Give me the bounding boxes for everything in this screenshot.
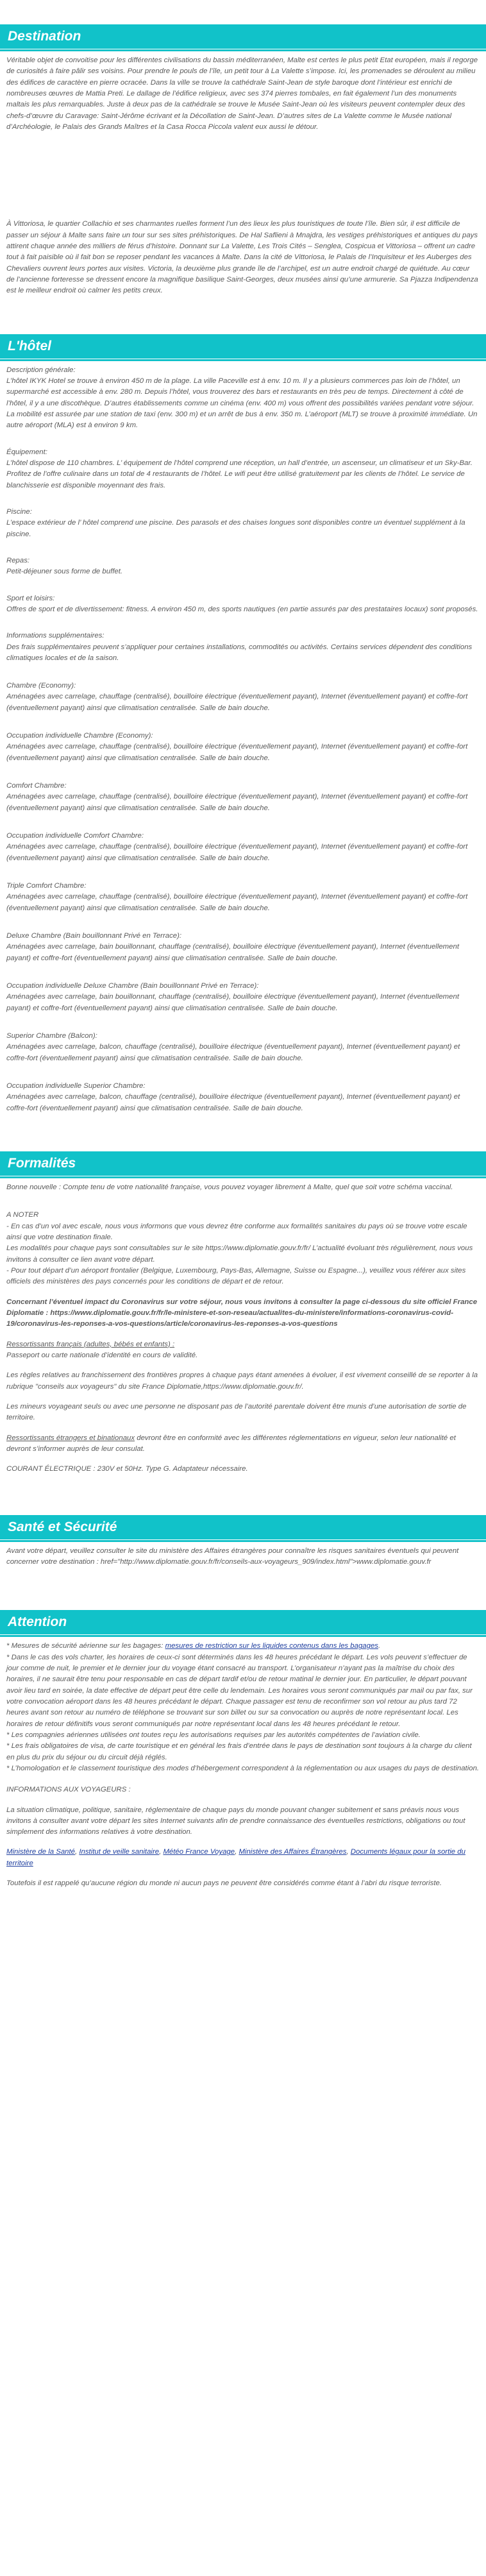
hotel-meals-label: Repas: [6, 556, 30, 564]
link-veille-sanitaire[interactable]: Institut de veille sanitaire [79, 1848, 160, 1856]
destination-paragraph-1: Véritable objet de convoitise pour les différentes civilisations du bassin méditerranéen, Malte est certes le plus petit Etat européen, mais il regorge de curiosités à faire pâlir ses voisins. Pour prendre le pouls de l’île, un petit tour à La Valette s’impose. Ici, les promenades se déroulent au milieu des édifices de caractère en pierre ocracée. Dans la ville se trouve la cathédrale Saint-Jean de style baroque dont l’intérieur est enrichi de nombreuses œuvres de Mattia Preti. Le dallage de l’édifice religieux, avec ses 374 pierres tombales, en fait également l’un des monuments maltais les plus remarquables. Juste à deux pas de la cathédrale se trouve le Musée Saint-Jean où les visiteurs peuvent contempler deux des chefs-d’œuvre du Caravage: Saint-Jérôme écrivant et la Décollation de Saint-Jean. D’autres sites de La Valette comme le Musée national d’Archéologie, le Palais des Grands Maîtres et la Casa Rocca Piccola valent eux aussi le détour. [6, 56, 478, 131]
attention-line-1-end: . [378, 1642, 381, 1650]
destination-title: Destination [8, 29, 81, 44]
formalites-note-1: - En cas d’un vol avec escale, nous vous informons que vous devrez être conforme aux formalités sanitaires du pays où se trouve votre escale ainsi que votre destination finale. [6, 1222, 467, 1241]
destination-content [0, 53, 486, 311]
attention-line-4: * Les frais obligatoires de visa, de carte touristique et en général les frais d’entrée dans le pays de destination sont toujours à la charge du client en plus du prix du séjour ou du circuit déjà réglés. [6, 1742, 472, 1761]
liquids-restriction-link[interactable]: mesures de restriction sur les liquides contenus dans les bagages [165, 1642, 378, 1650]
attention-content [0, 1638, 486, 1903]
room-text: Aménagées avec carrelage, chauffage (centralisé), bouilloire électrique (éventuellement payant), Internet (éventuellement payant) et coffre-fort (éventuellement payant) ainsi que climatisation centralisée. Salle de bain douche. [6, 743, 468, 762]
sante-content [0, 1543, 486, 1582]
link-documents-legaux[interactable]: Documents légaux pour la sortie du territoire [6, 1848, 465, 1867]
formalites-foreign-text: devront être en conformité avec les différentes réglementations en vigueur, selon leur nationalité et devront s’informer auprès de leur consulat. [6, 1434, 456, 1453]
hotel-equip-label: Équipement: [6, 448, 47, 456]
sante-header [0, 1515, 486, 1539]
sante-text: Avant votre départ, veuillez consulter le site du ministère des Affaires étrangères pour connaître les risques sanitaires éventuels qui peuvent concerner votre destination : href="http://www.diplomatie.gouv.fr/fr/conseils-aux-voyageurs_909/index.html">www.diplomatie.gouv.fr [6, 1546, 459, 1566]
room-text: Aménagées avec carrelage, chauffage (centralisé), bouilloire électrique (éventuellement payant), Internet (éventuellement payant) et coffre-fort (éventuellement payant) ainsi que climatisation centralisée. Salle de bain douche. [6, 793, 468, 812]
room-text: Aménagées avec carrelage, bain bouillonnant, chauffage (centralisé), bouilloire électrique (éventuellement payant), Internet (éventuellement payant) et coffre-fort (éventuellement payant) ainsi que climatisation centralisée. Salle de bain douche. [6, 943, 460, 962]
room-text: Aménagées avec carrelage, balcon, chauffage (centralisé), bouilloire électrique (éventuellement payant), Internet (éventuellement payant) et coffre-fort (éventuellement payant) ainsi que climatisation centralisée. Salle de bain douche. [6, 1093, 460, 1112]
formalites-content [0, 1180, 486, 1489]
hotel-content [0, 362, 486, 1128]
formalites-covid-block: Concernant l’éventuel impact du Coronavirus sur votre séjour, nous vous invitons à consulter la page ci-dessous du site officiel France Diplomatie : https://www.diplomatie.gouv.fr/fr/le-ministere-et-son-reseau/actualites-du-ministere/informations-coronavirus-covid-19/coronavirus-les-reponses-a-vos-questions/article/coronavirus-les-reponses-a-vos-questions [6, 1298, 478, 1328]
attention-line-5: * L’homologation et le classement touristique des modes d’hébergement correspondent à la réglementation ou aux usages du pays de destination. [6, 1764, 480, 1772]
hotel-title: L'hôtel [8, 338, 51, 353]
formalites-intro: Bonne nouvelle : Compte tenu de votre nationalité française, vous pouvez voyager librement à Malte, quel que soit votre schéma vaccinal. [6, 1183, 453, 1192]
sante-section [0, 1515, 486, 1582]
attention-line-2: * Dans le cas des vols charter, les horaires de ceux-ci sont déterminés dans les 48 heures précédant le départ. Les vols peuvent s’effectuer de jour comme de nuit, le premier et le dernier jour du voyage étant consacré au transport. L’organisateur n’ayant pas la maîtrise du choix des horaires, il ne saurait être tenu pour responsable en cas de départ tardif et/ou de retour matinal le dernier jour. En particulier, le départ pouvant avoir lieu tard en soirée, la date effective de départ peut être celle du lendemain. Les horaires vous seront communiqués par mail ou par fax, sur votre convocation aéroport dans les 48 heures précédant le départ. Chaque passager est tenu de reconfirmer son vol retour au plus tard 72 heures avant son retour au numéro de téléphone se trouvant sur son billet ou sur sa convocation ou auprès de notre représentant local. Les horaires de retour définitifs vous seront communiqués par notre représentant local dans les 48 heures précédant le retour. [6, 1653, 473, 1728]
attention-line-1-text: * Mesures de sécurité aérienne sur les bagages: [6, 1642, 165, 1650]
link-meteo-france[interactable]: Météo France Voyage [163, 1848, 235, 1856]
formalites-note-label: A NOTER [6, 1211, 39, 1219]
room-name: Superior Chambre (Balcon): [6, 1032, 97, 1040]
formalites-foreign-label: Ressortissants étrangers et binationaux [6, 1434, 135, 1442]
sante-title: Santé et Sécurité [8, 1519, 117, 1534]
room-text: Aménagées avec carrelage, chauffage (centralisé), bouilloire électrique (éventuellement payant), Internet (éventuellement payant) et coffre-fort (éventuellement payant) ainsi que climatisation centralisée. Salle de bain douche. [6, 693, 468, 712]
hotel-section [0, 334, 486, 1128]
formalites-note-2: Les modalités pour chaque pays sont consultables sur le site https://www.diplomatie.gouv.fr/fr/ L’actualité évoluant très régulièrement, nous vous invitons à consulter ce lien avant votre départ. [6, 1244, 473, 1264]
room-name: Deluxe Chambre (Bain bouillonnant Privé en Terrace): [6, 932, 182, 940]
formalites-note-3: - Pour tout départ d’un aéroport frontalier (Belgique, Luxembourg, Pays-Bas, Allemagne, Suisse ou Espagne...), veuillez vous référer aux sites officiels des ministères des pays concernés pour les conditions de départ et de retour. [6, 1266, 466, 1286]
room-name: Occupation individuelle Deluxe Chambre (Bain bouillonnant Privé en Terrace): [6, 982, 259, 990]
page [0, 24, 486, 1916]
hotel-info-label: Informations supplémentaires: [6, 632, 105, 640]
destination-header [0, 24, 486, 49]
hotel-pool-label: Piscine: [6, 507, 32, 516]
attention-line-3: * Les compagnies aériennes utilisées ont toutes reçu les autorisations requises par les autorités compétentes de l’aviation civile. [6, 1731, 421, 1739]
destination-paragraph-2: À Vittoriosa, le quartier Collachio et ses charmantes ruelles forment l’un des lieux les plus touristiques de toute l’île. Bien sûr, il est difficile de passer un séjour à Malte sans faire un tour sur ses sites préhistoriques. De Hal Saflieni à Mnajdra, les vestiges préhistoriques et antiques du pays attirent chaque année des milliers de férus d’histoire. Donnant sur La Valette, Les Trois Cités – Senglea, Cospicua et Vittoriosa – offrent un cadre tout à fait paisible où il fait bon se reposer pendant les vacances à Malte. Dans la cité de Vittoriosa, le Palais de l’Inquisiteur et les Auberges des Chevaliers ouvrent leurs portes aux visites. Victoria, la deuxième plus grande île de l’archipel, est un autre endroit chargé de quiétude. Au cœur de l’ancienne forteresse se dressent encore la magnifique basilique Saint-Georges, deux musées ainsi qu’une armurerie. Sa Pjazza Indipendenza est le meilleur endroit où calmer les petits creux. [6, 220, 478, 295]
formalites-title: Formalités [8, 1156, 76, 1171]
attention-info-text: La situation climatique, politique, sanitaire, réglementaire de chaque pays du monde pouvant changer subitement et sans préavis nous vous invitons à consulter avant votre départ les sites Internet suivants afin de prendre connaissance des éventuelles restrictions, obligations ou tout simplement des informations relatives à votre destination. [6, 1806, 465, 1836]
attention-title: Attention [8, 1614, 67, 1630]
hotel-desc-text: L’hôtel IKYK Hotel se trouve à environ 450 m de la plage. La ville Paceville est à env. 10 m. Il y a plusieurs commerces pas loin de l’hôtel, un supermarché est accessible à env. 280 m. Depuis l’hôtel, vous trouverez des bars et restaurants en très peu de temps. Directement à côté de l’hôtel, il y a une discothèque. D’autres établissements comme un cinéma (env. 400 m) vous offrent des possibilités variées pendant votre séjour. La mobilité est assurée par une station de taxi (env. 300 m) et un arrêt de bus à env. 350 m. L’aéroport (MLT) se trouve à proximité immédiate. Un autre aéroport (MLA) est à environ 9 km. [6, 377, 478, 430]
formalites-fr-label: Ressortissants français (adultes, bébés et enfants) : [6, 1340, 175, 1348]
formalites-fr-text: Passeport ou carte nationale d’identité en cours de validité. [6, 1351, 198, 1359]
room-text: Aménagées avec carrelage, chauffage (centralisé), bouilloire électrique (éventuellement payant), Internet (éventuellement payant) et coffre-fort (éventuellement payant) ainsi que climatisation centralisée. Salle de bain douche. [6, 843, 468, 862]
room-name: Comfort Chambre: [6, 782, 67, 790]
formalites-minors: Les mineurs voyageant seuls ou avec une personne ne disposant pas de l’autorité parentale doivent être munis d’une autorisation de sortie de territoire. [6, 1402, 467, 1422]
destination-section [0, 24, 486, 311]
attention-section [0, 1610, 486, 1903]
attention-links: Ministère de la Santé, Institut de veille sanitaire, Météo France Voyage, Ministère des Affaires Étrangères, Documents légaux pour la sortie du territoire [6, 1848, 465, 1867]
link-ministere-sante[interactable]: Ministère de la Santé [6, 1848, 76, 1856]
hotel-header [0, 334, 486, 359]
room-name: Chambre (Economy): [6, 682, 76, 690]
formalites-section [0, 1151, 486, 1489]
room-text: Aménagées avec carrelage, chauffage (centralisé), bouilloire électrique (éventuellement payant), Internet (éventuellement payant) et coffre-fort (éventuellement payant) ainsi que climatisation centralisée. Salle de bain douche. [6, 893, 468, 912]
formalites-header [0, 1151, 486, 1176]
hotel-meals-text: Petit-déjeuner sous forme de buffet. [6, 568, 123, 576]
hotel-sport-label: Sport et loisirs: [6, 594, 55, 602]
hotel-desc-label: Description générale: [6, 366, 76, 374]
attention-header [0, 1610, 486, 1634]
room-text: Aménagées avec carrelage, balcon, chauffage (centralisé), bouilloire électrique (éventuellement payant), Internet (éventuellement payant) et coffre-fort (éventuellement payant) ainsi que climatisation centralisée. Salle de bain douche. [6, 1043, 460, 1062]
attention-final: Toutefois il est rappelé qu’aucune région du monde ni aucun pays ne peuvent être considérés comme étant à l’abri du risque terroriste. [6, 1879, 442, 1888]
room-name: Occupation individuelle Superior Chambre: [6, 1082, 146, 1090]
attention-info-title: INFORMATIONS AUX VOYAGEURS : [6, 1786, 131, 1794]
room-name: Triple Comfort Chambre: [6, 882, 87, 890]
room-name: Occupation individuelle Chambre (Economy): [6, 732, 153, 740]
hotel-equip-text: L’hôtel dispose de 110 chambres. L’ équipement de l’hôtel comprend une réception, un hall d’entrée, un ascenseur, un climatiseur et un Sky-Bar. Profitez de l’offre culinaire dans un total de 4 restaurants de l’hôtel. Le wifi peut être utilisé gratuitement par les clients de l’hôtel. Le service de blanchisserie est disponible moyennant des frais. [6, 459, 473, 489]
formalites-electric: COURANT ÉLECTRIQUE : 230V et 50Hz. Type G. Adaptateur nécessaire. [6, 1465, 248, 1473]
hotel-sport-text: Offres de sport et de divertissement: fitness. A environ 450 m, des sports nautiques (en partie assurés par des prestataires locaux) sont proposés. [6, 605, 478, 613]
room-name: Occupation individuelle Comfort Chambre: [6, 832, 144, 840]
room-text: Aménagées avec carrelage, bain bouillonnant, chauffage (centralisé), bouilloire électrique (éventuellement payant), Internet (éventuellement payant) et coffre-fort (éventuellement payant) ainsi que climatisation centralisée. Salle de bain douche. [6, 993, 460, 1012]
link-affaires-etrangeres[interactable]: Ministère des Affaires Étrangères [239, 1848, 347, 1856]
formalites-rules: Les règles relatives au franchissement des frontières propres à chaque pays étant amenées à évoluer, il est vivement conseillé de se reporter à la rubrique "conseils aux voyageurs" du site France Diplomatie,https://www.diplomatie.gouv.fr/. [6, 1371, 478, 1391]
hotel-pool-text: L’espace extérieur de l’ hôtel comprend une piscine. Des parasols et des chaises longues sont disponibles contre un éventuel supplément à la piscine. [6, 519, 465, 538]
hotel-info-text: Des frais supplémentaires peuvent s’appliquer pour certaines installations, commodités ou activités. Certains services dépendent des conditions climatiques locales et de la saison. [6, 643, 473, 662]
